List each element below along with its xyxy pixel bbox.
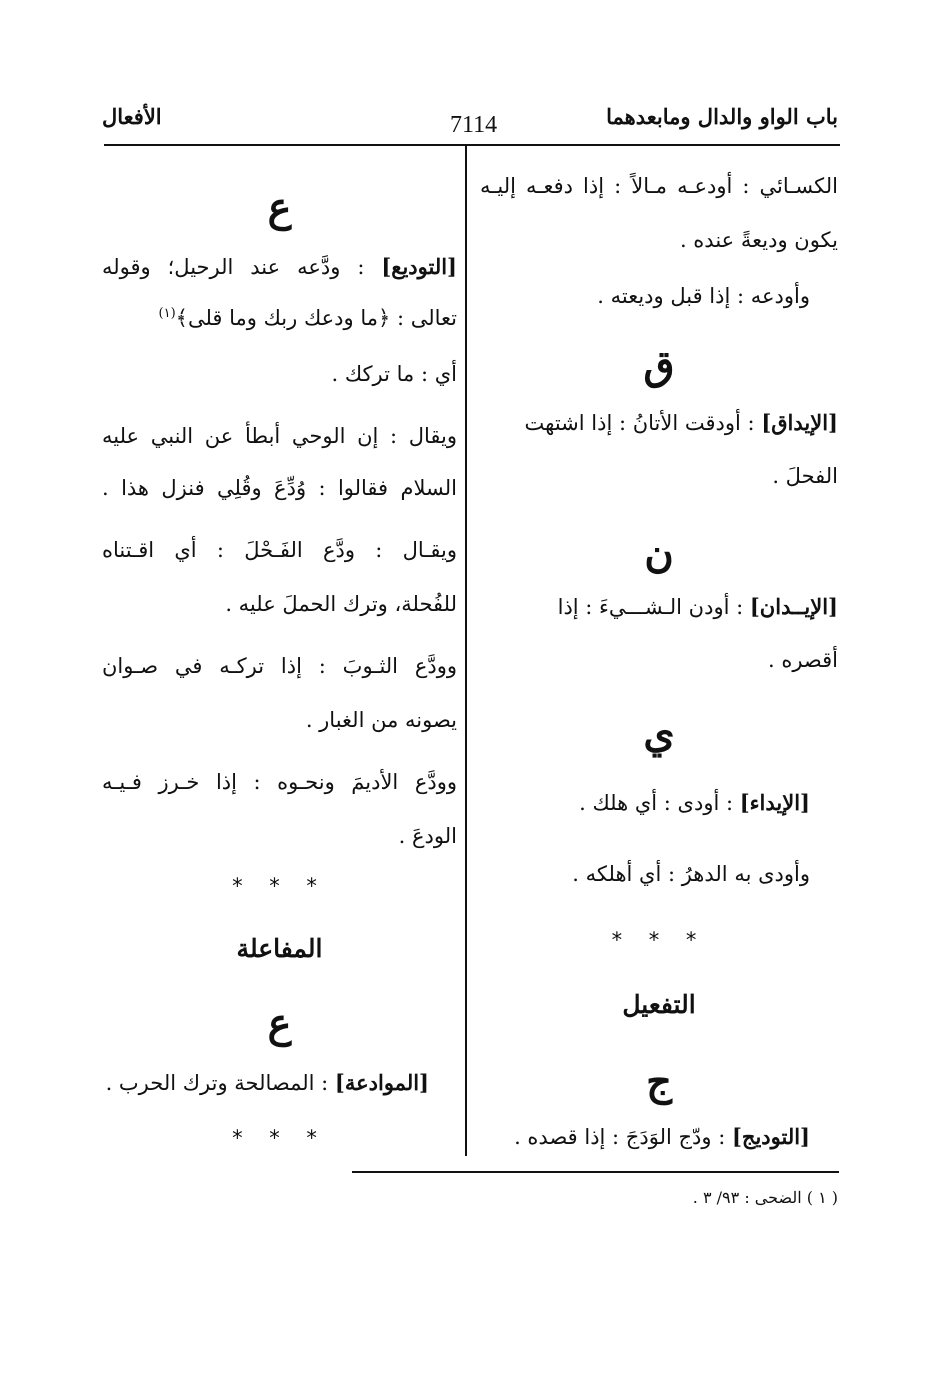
section-separator: * * * — [611, 928, 707, 952]
entry-line — [102, 254, 457, 279]
entry-line — [480, 410, 838, 435]
entry-text: : أودقت الأتانُ : إذا اشتهت — [524, 411, 762, 435]
entry-term: [التوديج] — [731, 1124, 810, 1149]
entry-text: : أودن الـشـــيءَ : إذا — [557, 595, 750, 619]
footnote-marker: (١) — [158, 306, 176, 321]
entry-line: للفُحلة، وترك الحملَ عليه . — [225, 592, 457, 616]
entry-text: تعالى : ﴿ما ودعك ربك وما قلى﴾ — [175, 306, 457, 330]
entry-line: الكسـائي : أودعـه مـالاً : إذا دفعـه إليـه — [480, 174, 838, 198]
letter-heading-nun: ن — [644, 530, 674, 577]
entry-line — [480, 790, 838, 815]
entry-line — [102, 306, 457, 330]
letter-heading-ayn: ع — [267, 1000, 292, 1047]
entry-line: ويقـال : ودَّع الفَـحْلَ : أي اقـتناه — [102, 538, 457, 562]
section-title: باب الواو والدال ومابعدهما — [606, 104, 838, 129]
letter-heading-jim: ج — [646, 1058, 672, 1105]
entry-term: [الموادعة] — [334, 1070, 429, 1095]
entry-line — [480, 1124, 838, 1149]
entry-text: : أودى : أي هلك . — [579, 791, 740, 815]
entry-line: يصونه من الغبار . — [305, 708, 457, 732]
footnote: ( ١ ) الضحى : ٩٣/ ٣ . — [692, 1188, 838, 1207]
entry-line: الودعَ . — [398, 824, 457, 848]
entry-line: يكون وديعةً عنده . — [679, 228, 838, 252]
entry-term: [الإيــدان] — [749, 594, 838, 619]
entry-line: ويقال : إن الوحي أبطأ عن النبي عليه — [102, 424, 457, 448]
column-divider — [465, 144, 467, 1156]
entry-line: وودَّع الثـوبَ : إذا تركـه في صـوان — [102, 654, 457, 678]
entry-text: : ودّج الوَدَجَ : إذا قصده . — [514, 1125, 732, 1149]
entry-text: : المصالحة وترك الحرب . — [105, 1071, 335, 1095]
section-separator: * * * — [232, 1126, 327, 1150]
entry-term: [الإيداء] — [739, 790, 810, 815]
entry-line: وودَّع الأديمَ ونحـوه : إذا خـرز فـيـه — [102, 770, 457, 794]
entry-line: أقصره . — [767, 648, 838, 672]
entry-line: وأودعه : إذا قبل وديعته . — [597, 284, 810, 308]
letter-heading-ayn: ع — [267, 184, 292, 231]
section-heading-mufaala: المفاعلة — [236, 934, 323, 963]
entry-line — [480, 594, 838, 619]
page-number: 7114 — [450, 112, 498, 138]
chapter-title: الأفعال — [102, 104, 162, 129]
section-heading-tafil: التفعيل — [622, 990, 696, 1019]
entry-term: [الإيداق] — [761, 410, 838, 435]
entry-line: السلام فقالوا : وُدِّعَ وقُلِي فنزل هذا . — [102, 476, 457, 500]
letter-heading-ya: ي — [643, 710, 675, 757]
entry-line: وأودى به الدهرُ : أي أهلكه . — [572, 862, 810, 886]
entry-term: [التوديع] — [381, 254, 457, 279]
section-separator: * * * — [232, 874, 327, 898]
entry-line — [102, 1070, 457, 1095]
letter-heading-qaf: ق — [643, 342, 675, 389]
footnote-rule — [352, 1171, 839, 1173]
entry-line: أي : ما تركك . — [331, 362, 457, 386]
entry-line: الفحلَ . — [772, 464, 838, 488]
entry-text: : ودَّعه عند الرحيل؛ وقوله — [102, 255, 382, 279]
header-rule — [104, 144, 840, 146]
